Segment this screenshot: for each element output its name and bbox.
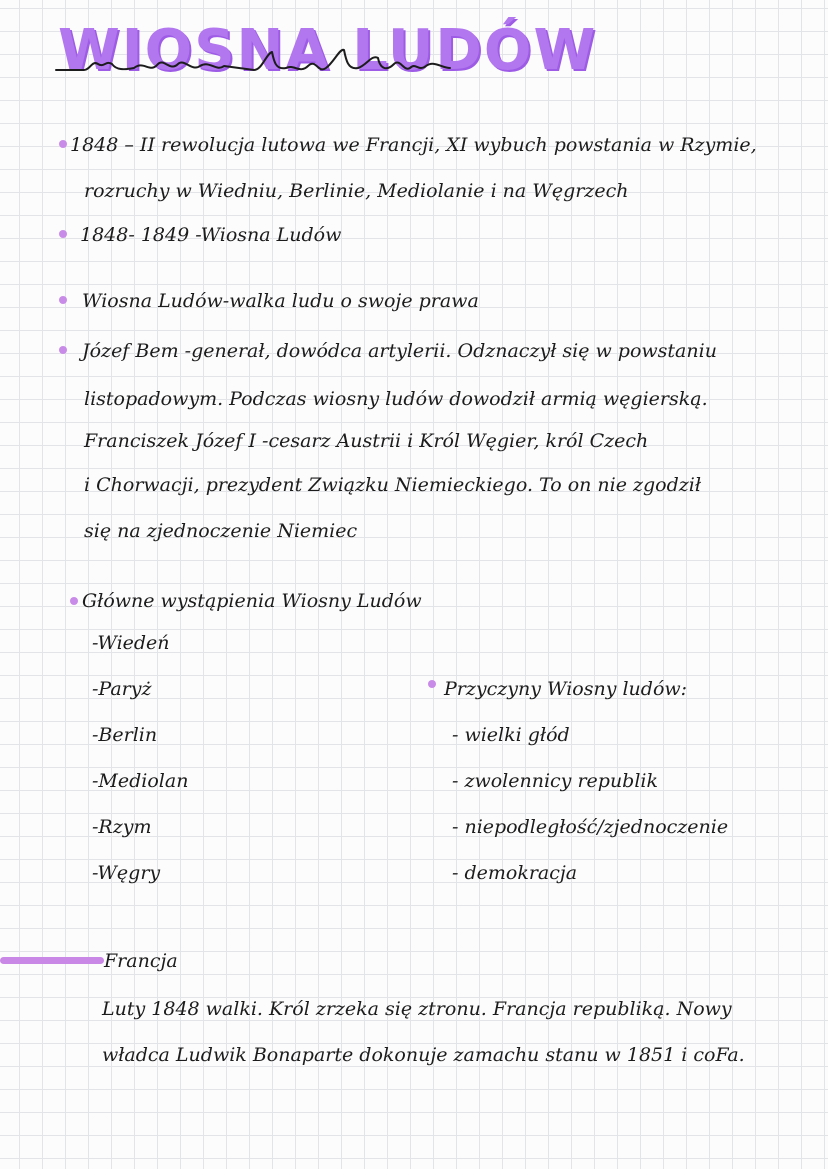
list-item: -Rzym	[92, 816, 152, 838]
list-item: -Wiedeń	[92, 632, 170, 654]
highlight-divider	[0, 957, 104, 964]
note-line: władca Ludwik Bonaparte dokonuje zamachu stanu w 1851 i coFa.	[102, 1044, 745, 1066]
note-line: rozruchy w Wiedniu, Berlinie, Mediolanie i na Węgrzech	[84, 180, 629, 202]
list-item: - zwolennicy republik	[452, 770, 659, 792]
list-item: - niepodległość/zjednoczenie	[452, 816, 729, 838]
bullet-dot	[428, 680, 436, 688]
bullet-dot	[59, 140, 67, 148]
note-line: Luty 1848 walki. Król zrzeka się ztronu. Francja republiką. Nowy	[102, 998, 732, 1020]
bullet-dot	[59, 346, 67, 354]
title-strike-handwriting	[54, 48, 456, 82]
list-item: -Paryż	[92, 678, 152, 700]
page-title: WIOSNA LUDÓW	[58, 18, 598, 83]
bullet-dot	[59, 230, 67, 238]
title-block	[58, 14, 598, 96]
list-heading: Główne wystąpienia Wiosny Ludów	[82, 590, 422, 612]
section-heading: Francja	[104, 950, 178, 972]
list-item: -Węgry	[92, 862, 161, 884]
note-line: Józef Bem -generał, dowódca artylerii. Odznaczył się w powstaniu	[82, 340, 717, 362]
note-line: się na zjednoczenie Niemiec	[84, 520, 358, 542]
bullet-dot	[59, 296, 67, 304]
list-item: -Berlin	[92, 724, 158, 746]
note-line: listopadowym. Podczas wiosny ludów dowodził armią węgierską.	[84, 388, 708, 410]
list-item: - wielki głód	[452, 724, 570, 746]
list-heading: Przyczyny Wiosny ludów:	[444, 678, 688, 700]
note-line: 1848- 1849 -Wiosna Ludów	[80, 224, 342, 246]
note-line: Wiosna Ludów-walka ludu o swoje prawa	[82, 290, 479, 312]
list-item: -Mediolan	[92, 770, 189, 792]
bullet-dot	[70, 597, 78, 605]
note-line: Franciszek Józef I -cesarz Austrii i Król Węgier, król Czech	[84, 430, 649, 452]
note-line: i Chorwacji, prezydent Związku Niemieckiego. To on nie zgodził	[84, 474, 702, 496]
list-item: - demokracja	[452, 862, 578, 884]
note-line: 1848 – II rewolucja lutowa we Francji, XI wybuch powstania w Rzymie,	[70, 134, 757, 156]
